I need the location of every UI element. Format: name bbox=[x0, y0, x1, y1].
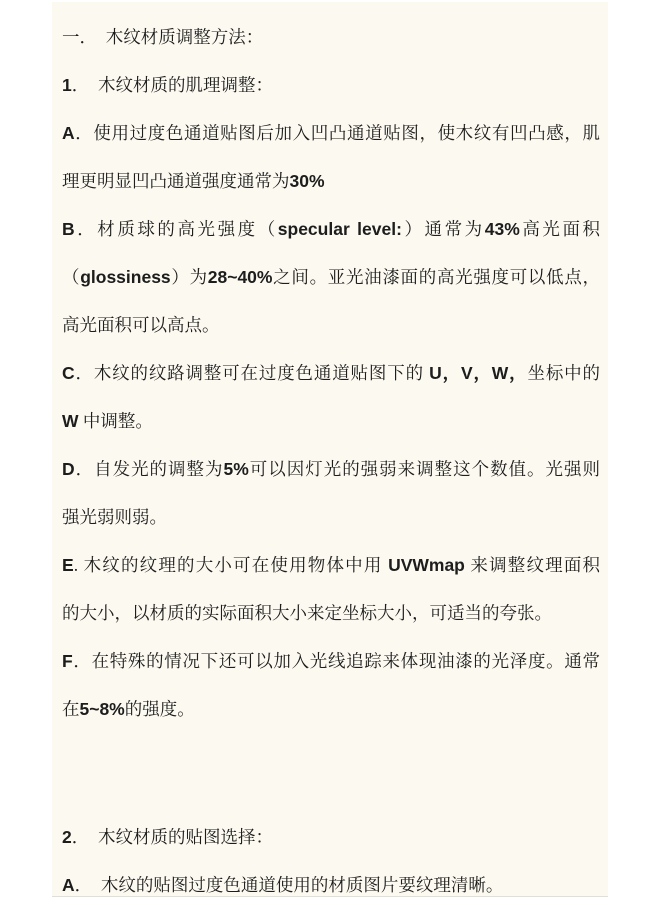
text-line bbox=[62, 349, 600, 397]
text-line bbox=[62, 109, 600, 157]
bold-text-run: specular level: bbox=[277, 219, 402, 239]
document-page bbox=[52, 2, 608, 897]
text-run: ．使用过度色通道贴图后加入凹凸通道贴图，使木纹有凹凸感，肌 bbox=[74, 123, 600, 143]
text-run: 可以因灯光的强弱来调整这个数值。光强则 bbox=[248, 459, 600, 479]
bold-text-run: 43% bbox=[484, 219, 520, 239]
bold-text-run: 28~40% bbox=[207, 267, 273, 287]
text-line bbox=[62, 493, 600, 541]
text-run: ．在特殊的情况下还可以加入光线追踪来体现油漆的光泽度。通常 bbox=[72, 651, 600, 671]
text-line bbox=[62, 637, 600, 685]
text-run: 坐标中的 bbox=[527, 363, 600, 383]
text-run: ． 木纹的贴图过度色通道使用的材质图片要纹理清晰。 bbox=[74, 875, 504, 895]
text-run: 中调整。 bbox=[78, 411, 153, 431]
text-run: 之间。亚光油漆面的高光强度可以低点， bbox=[272, 267, 600, 287]
bold-text-run: A bbox=[62, 875, 75, 895]
bold-text-run: C bbox=[62, 363, 75, 383]
text-line bbox=[62, 205, 600, 253]
bold-text-run: W bbox=[62, 411, 79, 431]
text-line bbox=[62, 861, 600, 897]
bold-text-run: A bbox=[62, 123, 75, 143]
text-run: 一． 木纹材质调整方法： bbox=[62, 27, 264, 47]
bold-text-run: 1 bbox=[62, 75, 72, 95]
text-run: 高光面积 bbox=[519, 219, 600, 239]
text-run: 来调整纹理面积 bbox=[464, 555, 600, 575]
bold-text-run: 5~8% bbox=[79, 699, 125, 719]
text-line bbox=[62, 813, 600, 861]
text-run: 理更明显凹凸通道强度通常为 bbox=[62, 171, 290, 191]
text-line bbox=[62, 253, 600, 301]
text-line bbox=[62, 685, 600, 733]
paragraph-gap bbox=[62, 733, 600, 813]
text-run: ． 木纹材质的肌理调整： bbox=[71, 75, 273, 95]
text-line bbox=[62, 589, 600, 637]
text-run: ．木纹的纹路调整可在过度色通道贴图下的 bbox=[74, 363, 430, 383]
text-run: ． 木纹材质的贴图选择： bbox=[71, 827, 273, 847]
text-run: ．自发光的调整为 bbox=[74, 459, 224, 479]
bold-text-run: E bbox=[62, 555, 74, 575]
text-line bbox=[62, 301, 600, 349]
text-run: 强光弱则弱。 bbox=[62, 507, 167, 527]
bold-text-run: 5% bbox=[223, 459, 249, 479]
text-line bbox=[62, 13, 600, 61]
text-run: 的强度。 bbox=[124, 699, 195, 719]
text-line bbox=[62, 157, 600, 205]
text-run: 在 bbox=[62, 699, 80, 719]
bold-text-run: 2 bbox=[62, 827, 72, 847]
text-run: （ bbox=[62, 267, 81, 287]
text-line bbox=[62, 61, 600, 109]
bold-text-run: D bbox=[62, 459, 75, 479]
text-line bbox=[62, 445, 600, 493]
bold-text-run: B bbox=[62, 219, 75, 239]
bold-text-run: 30% bbox=[289, 171, 325, 191]
text-line bbox=[62, 397, 600, 445]
bold-text-run: U，V，W， bbox=[429, 363, 528, 383]
bold-text-run: F bbox=[62, 651, 73, 671]
text-run: 高光面积可以高点。 bbox=[62, 315, 220, 335]
text-run: ）通常为 bbox=[401, 219, 485, 239]
bold-text-run: UVWmap bbox=[388, 555, 465, 575]
text-run: ．材质球的高光强度（ bbox=[74, 219, 278, 239]
text-run: 的大小，以材质的实际面积大小来定坐标大小，可适当的夸张。 bbox=[62, 603, 552, 623]
text-run: ）为 bbox=[170, 267, 208, 287]
text-run: . 木纹的纹理的大小可在使用物体中用 bbox=[73, 555, 389, 575]
bold-text-run: glossiness bbox=[80, 267, 171, 287]
text-line bbox=[62, 541, 600, 589]
